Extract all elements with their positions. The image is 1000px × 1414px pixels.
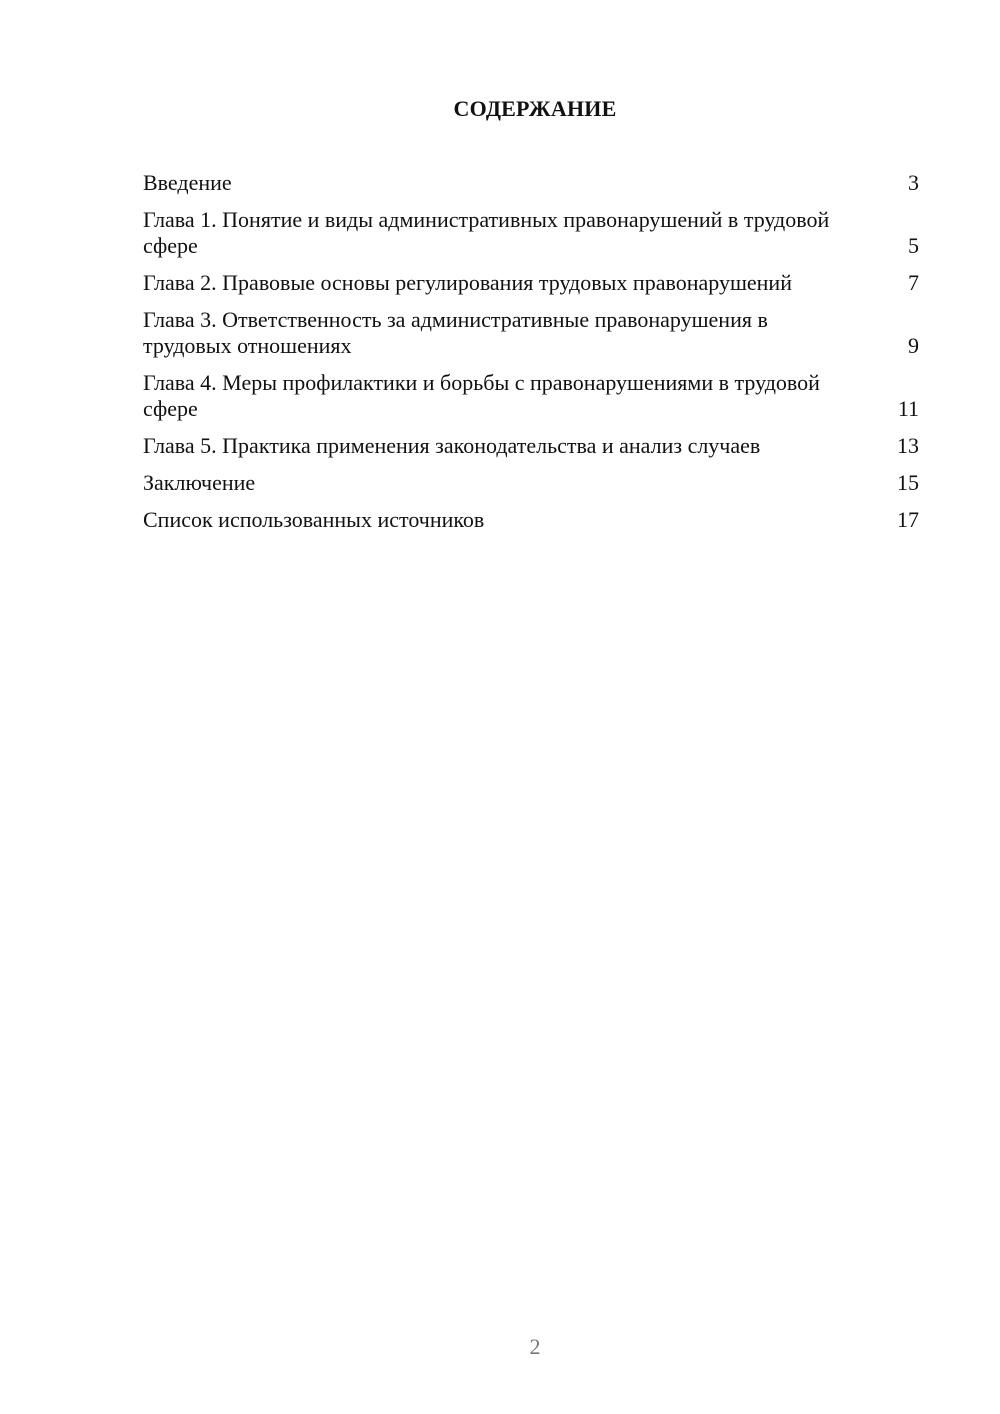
toc-entry-title: Глава 1. Понятие и виды административных правонарушений в трудовой сфере [143, 207, 830, 258]
toc-entry-title: Глава 4. Меры профилактики и борьбы с правонарушениями в трудовой сфере [143, 370, 820, 421]
page-number: 2 [529, 1334, 541, 1359]
toc-entry-page: 3 [908, 170, 919, 195]
toc-entry-chapter-2[interactable] [143, 270, 919, 296]
toc-entry-page: 15 [897, 470, 919, 495]
toc-entry-page: 5 [908, 233, 919, 258]
toc-entry-chapter-4[interactable] [143, 370, 919, 422]
toc-entry-page: 17 [897, 507, 919, 532]
toc-entry-title: Глава 5. Практика применения законодательства и анализ случаев [143, 433, 761, 458]
table-of-contents [143, 170, 919, 544]
toc-entry-title: Заключение [143, 470, 256, 495]
toc-entry-title: Список использованных источников [143, 507, 485, 532]
toc-entry-page: 9 [908, 333, 919, 358]
toc-entry-title: Глава 2. Правовые основы регулирования трудовых правонарушений [143, 270, 792, 295]
page-title: СОДЕРЖАНИЕ [453, 96, 617, 121]
toc-entry-conclusion[interactable] [143, 470, 919, 496]
toc-entry-title: Глава 3. Ответственность за административные правонарушения в трудовых отношениях [143, 307, 768, 358]
toc-entry-page: 11 [897, 396, 919, 421]
toc-entry-chapter-1[interactable] [143, 207, 919, 259]
toc-entry-chapter-5[interactable] [143, 433, 919, 459]
toc-entry-chapter-3[interactable] [143, 307, 919, 359]
toc-entry-page: 13 [897, 433, 919, 458]
toc-entry-title: Введение [143, 170, 232, 195]
toc-entry-references[interactable] [143, 507, 919, 533]
toc-entry-introduction[interactable] [143, 170, 919, 196]
toc-entry-page: 7 [908, 270, 919, 295]
